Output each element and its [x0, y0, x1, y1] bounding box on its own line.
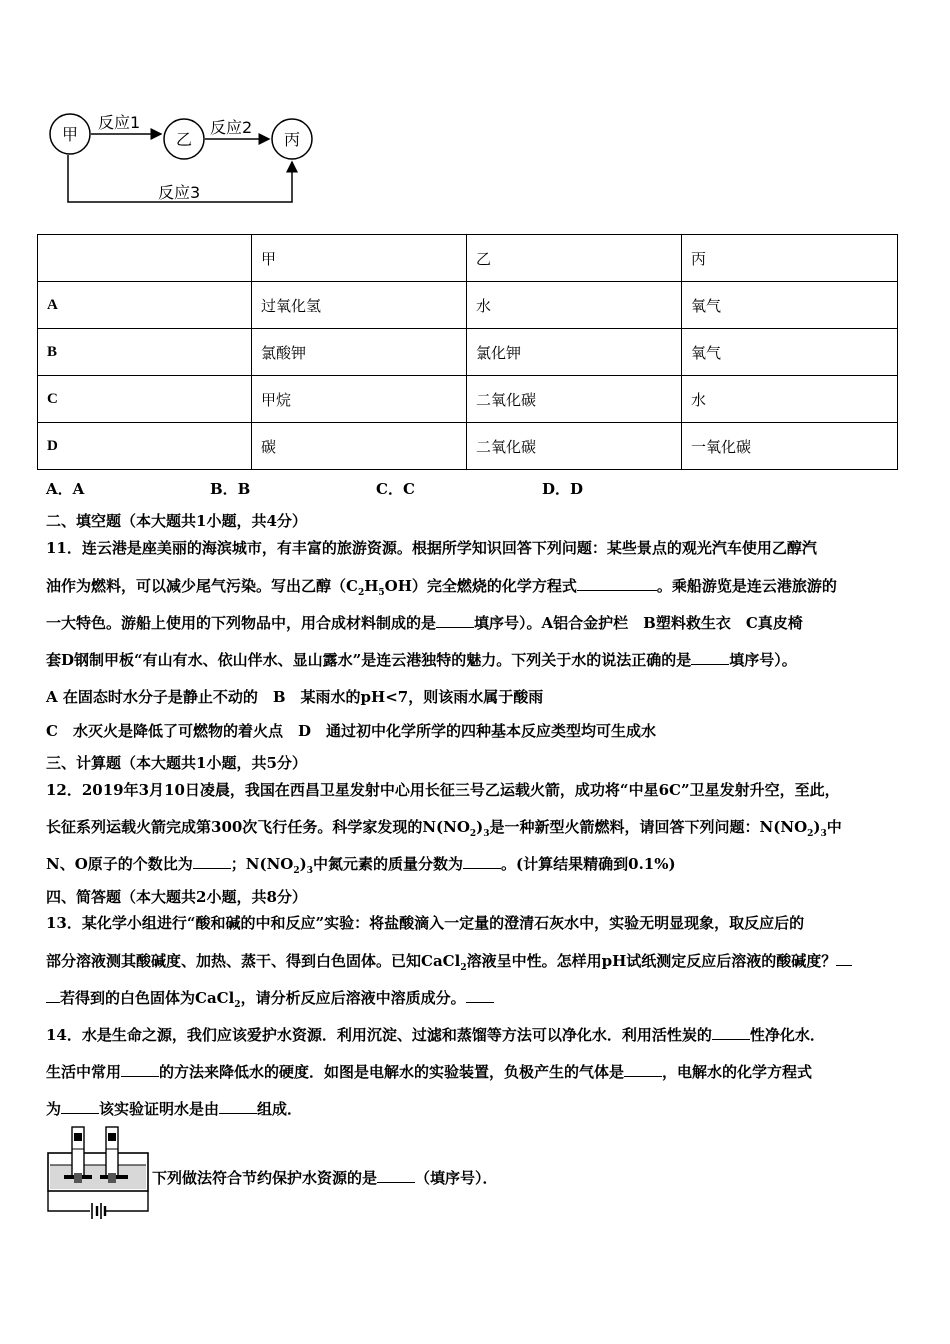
reaction-3-label: 反应3 — [158, 183, 201, 202]
table-cell: 氯化钾 — [467, 329, 682, 376]
table-header-cell: 乙 — [467, 235, 682, 282]
section-heading-calc: 三、计算题（本大题共1小题，共5分） — [46, 754, 307, 772]
q11-line-3: 一大特色。游船上使用的下列物品中，用合成材料制成的是 填序号）。A铝合金护栏 B塑料救生衣 C真皮椅 — [46, 614, 803, 632]
q14-answer-blank-2[interactable] — [121, 1062, 159, 1077]
q12-line-3: N、O原子的个数比为 ；$N(NO_2)_3$中氮元素的质量分数为 。(计算结果精确到0.1%) — [46, 855, 676, 876]
table-row — [38, 423, 898, 470]
q11-line-5: A 在固态时水分子是静止不动的 B 某雨水的pH<7，则该雨水属于酸雨 — [46, 688, 544, 706]
table-header-cell: 丙 — [682, 235, 898, 282]
q13-line-3: 若得到的白色固体为CaCl$_2$，请分析反应后溶液中溶质成分。 — [46, 987, 494, 1010]
answer-option-d[interactable]: D．D — [542, 480, 584, 498]
q14-line-2: 生活中常用 的方法来降低水的硬度．如图是电解水的实验装置，负极产生的气体是 ，电解水的化学方程式 — [46, 1063, 813, 1081]
table-row — [38, 329, 898, 376]
q13-line-1: 13．某化学小组进行“酸和碱的中和反应”实验：将盐酸滴入一定量的澄清石灰水中，实验无明显现象，取反应后的 — [46, 914, 805, 932]
q14-answer-blank-1[interactable] — [712, 1025, 750, 1040]
q13-line-2: 部分溶液测其酸碱度、加热、蒸干、得到白色固体。已知CaCl$_2$溶液呈中性。怎样用pH试纸测定反应后溶液的酸碱度？ — [46, 950, 852, 973]
q11-answer-blank-2[interactable] — [436, 613, 474, 628]
node-bing-label: 丙 — [284, 130, 301, 149]
table-cell: 氧气 — [682, 282, 898, 329]
reaction-2-label: 反应2 — [210, 118, 253, 137]
q12-answer-blank-1[interactable] — [193, 854, 231, 869]
q14-answer-blank-3[interactable] — [624, 1062, 662, 1077]
q14-answer-blank-5[interactable] — [219, 1099, 257, 1114]
table-cell: 碳 — [252, 423, 467, 470]
q14-answer-blank-4[interactable] — [61, 1099, 99, 1114]
q11-line-6: C 水灭火是降低了可燃物的着火点 D 通过初中化学所学的四种基本反应类型均可生成水 — [46, 722, 656, 740]
table-cell: D — [38, 423, 252, 470]
q11-line-1: 11．连云港是座美丽的海滨城市，有丰富的旅游资源。根据所学知识回答下列问题：某些景点的观光汽车使用乙醇汽 — [46, 539, 817, 557]
table-cell: 氧气 — [682, 329, 898, 376]
q11-line-2: 油作为燃料，可以减少尾气污染。写出乙醇$(C_2H_5OH)$完全燃烧的化学方程式 。乘船游览是连云港旅游的 — [46, 577, 837, 598]
table-header-cell: 甲 — [252, 235, 467, 282]
table-cell: 二氧化碳 — [467, 423, 682, 470]
table-cell: 一氧化碳 — [682, 423, 898, 470]
q13-answer-blank-1-cont[interactable] — [46, 988, 60, 1003]
answer-option-a[interactable]: A．A — [46, 480, 85, 498]
q14-line-3: 为 该实验证明水是由 组成． — [46, 1100, 303, 1118]
q11-line-4: 套D钢制甲板“有山有水、依山伴水、显山露水”是连云港独特的魅力。下列关于水的说法正确的是 填序号）。 — [46, 651, 797, 669]
table-cell: 过氧化氢 — [252, 282, 467, 329]
q13-answer-blank-1[interactable] — [836, 951, 852, 966]
table-cell: 水 — [467, 282, 682, 329]
table-cell: 二氧化碳 — [467, 376, 682, 423]
q11-answer-blank-3[interactable] — [691, 650, 729, 665]
table-cell: 甲烷 — [252, 376, 467, 423]
table-header-cell — [38, 235, 252, 282]
q14-line-4: 下列做法符合节约保护水资源的是 （填序号）． — [152, 1169, 498, 1187]
q13-answer-blank-2[interactable] — [466, 988, 494, 1003]
node-jia-label: 甲 — [62, 125, 79, 144]
q11-answer-blank-1[interactable] — [577, 576, 657, 591]
section-heading-fill-in: 二、填空题（本大题共1小题，共4分） — [46, 512, 307, 530]
node-yi-label: 乙 — [176, 130, 193, 149]
q14-answer-blank-6[interactable] — [377, 1168, 415, 1183]
reaction-1-label: 反应1 — [98, 113, 141, 132]
reaction-diagram — [40, 108, 340, 212]
table-cell: 氯酸钾 — [252, 329, 467, 376]
answer-option-b[interactable]: B．B — [210, 480, 251, 498]
table-cell: C — [38, 376, 252, 423]
table-cell: A — [38, 282, 252, 329]
options-table — [37, 234, 898, 470]
table-row — [38, 376, 898, 423]
table-cell: B — [38, 329, 252, 376]
answer-option-c[interactable]: C．C — [376, 480, 415, 498]
electrolysis-apparatus-image — [44, 1125, 152, 1221]
table-header-row — [38, 235, 898, 282]
q14-line-1: 14．水是生命之源，我们应该爱护水资源．利用沉淀、过滤和蒸馏等方法可以净化水．利用活性炭的 性净化水． — [46, 1026, 825, 1044]
table-cell: 水 — [682, 376, 898, 423]
q12-line-2: 长征系列运载火箭完成第300次飞行任务。科学家发现的$N(NO_2)_3$是一种新型火箭燃料，请回答下列问题：$N(NO_2)_3$中 — [46, 818, 842, 839]
q12-line-1: 12．2019年3月10日凌晨，我国在西昌卫星发射中心用长征三号乙运载火箭，成功将“中星6C”卫星发射升空，至此， — [46, 781, 840, 799]
table-row — [38, 282, 898, 329]
section-heading-short-answer: 四、简答题（本大题共2小题，共8分） — [46, 888, 307, 906]
q12-answer-blank-2[interactable] — [463, 854, 501, 869]
